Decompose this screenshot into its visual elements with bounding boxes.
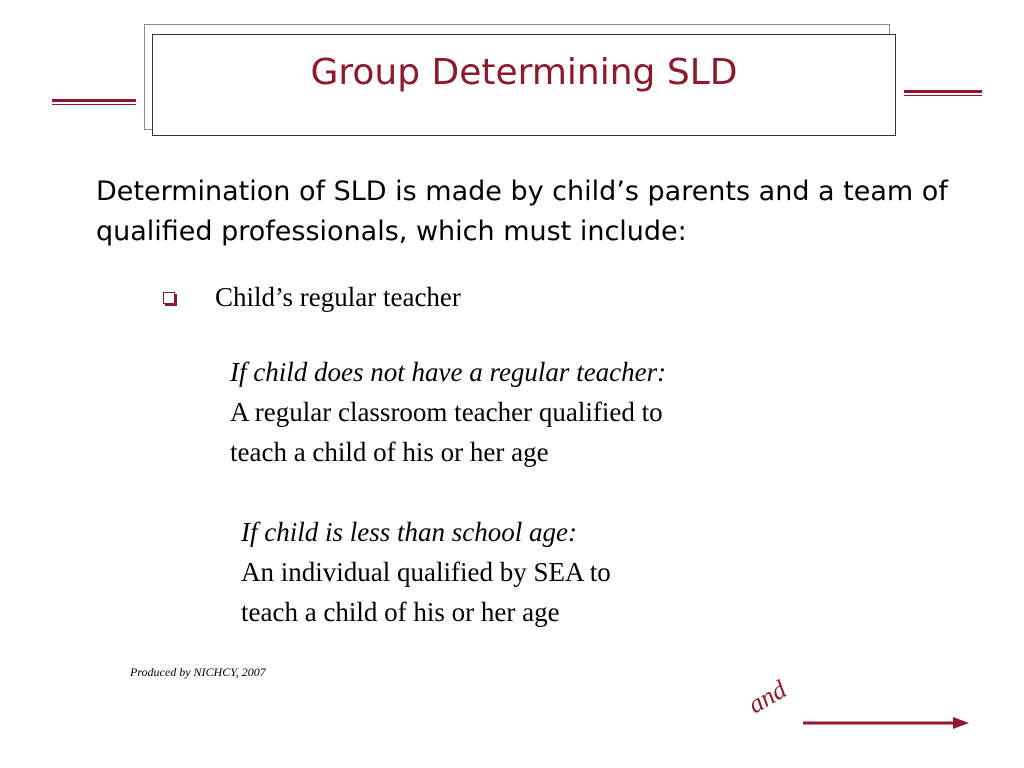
arrow-right-icon[interactable] [803, 716, 969, 730]
footer-credit: Produced by NICHCY, 2007 [130, 665, 266, 679]
under-school-age-block [241, 512, 611, 632]
block-heading: If child does not have a regular teacher: [230, 357, 667, 387]
block-line: teach a child of his or her age [230, 437, 549, 467]
title-rule-right [904, 90, 982, 93]
title-rule-right-thin [904, 95, 982, 96]
slide-title: Group Determining SLD [310, 52, 738, 93]
block-heading: If child is less than school age: [241, 517, 577, 547]
title-rule-left-thin [52, 104, 136, 105]
bullet-text: Child’s regular teacher [215, 282, 461, 312]
block-line: An individual qualified by SEA to [241, 557, 611, 587]
square-bullet-icon [163, 292, 175, 304]
no-regular-teacher-block [230, 352, 666, 472]
block-line: A regular classroom teacher qualified to [230, 397, 663, 427]
continue-label[interactable]: and [743, 674, 792, 720]
title-rule-left [52, 99, 136, 102]
intro-paragraph: Determination of SLD is made by child’s parents and a team of qualified professionals, which must include: [96, 176, 948, 247]
block-line: teach a child of his or her age [241, 597, 560, 627]
